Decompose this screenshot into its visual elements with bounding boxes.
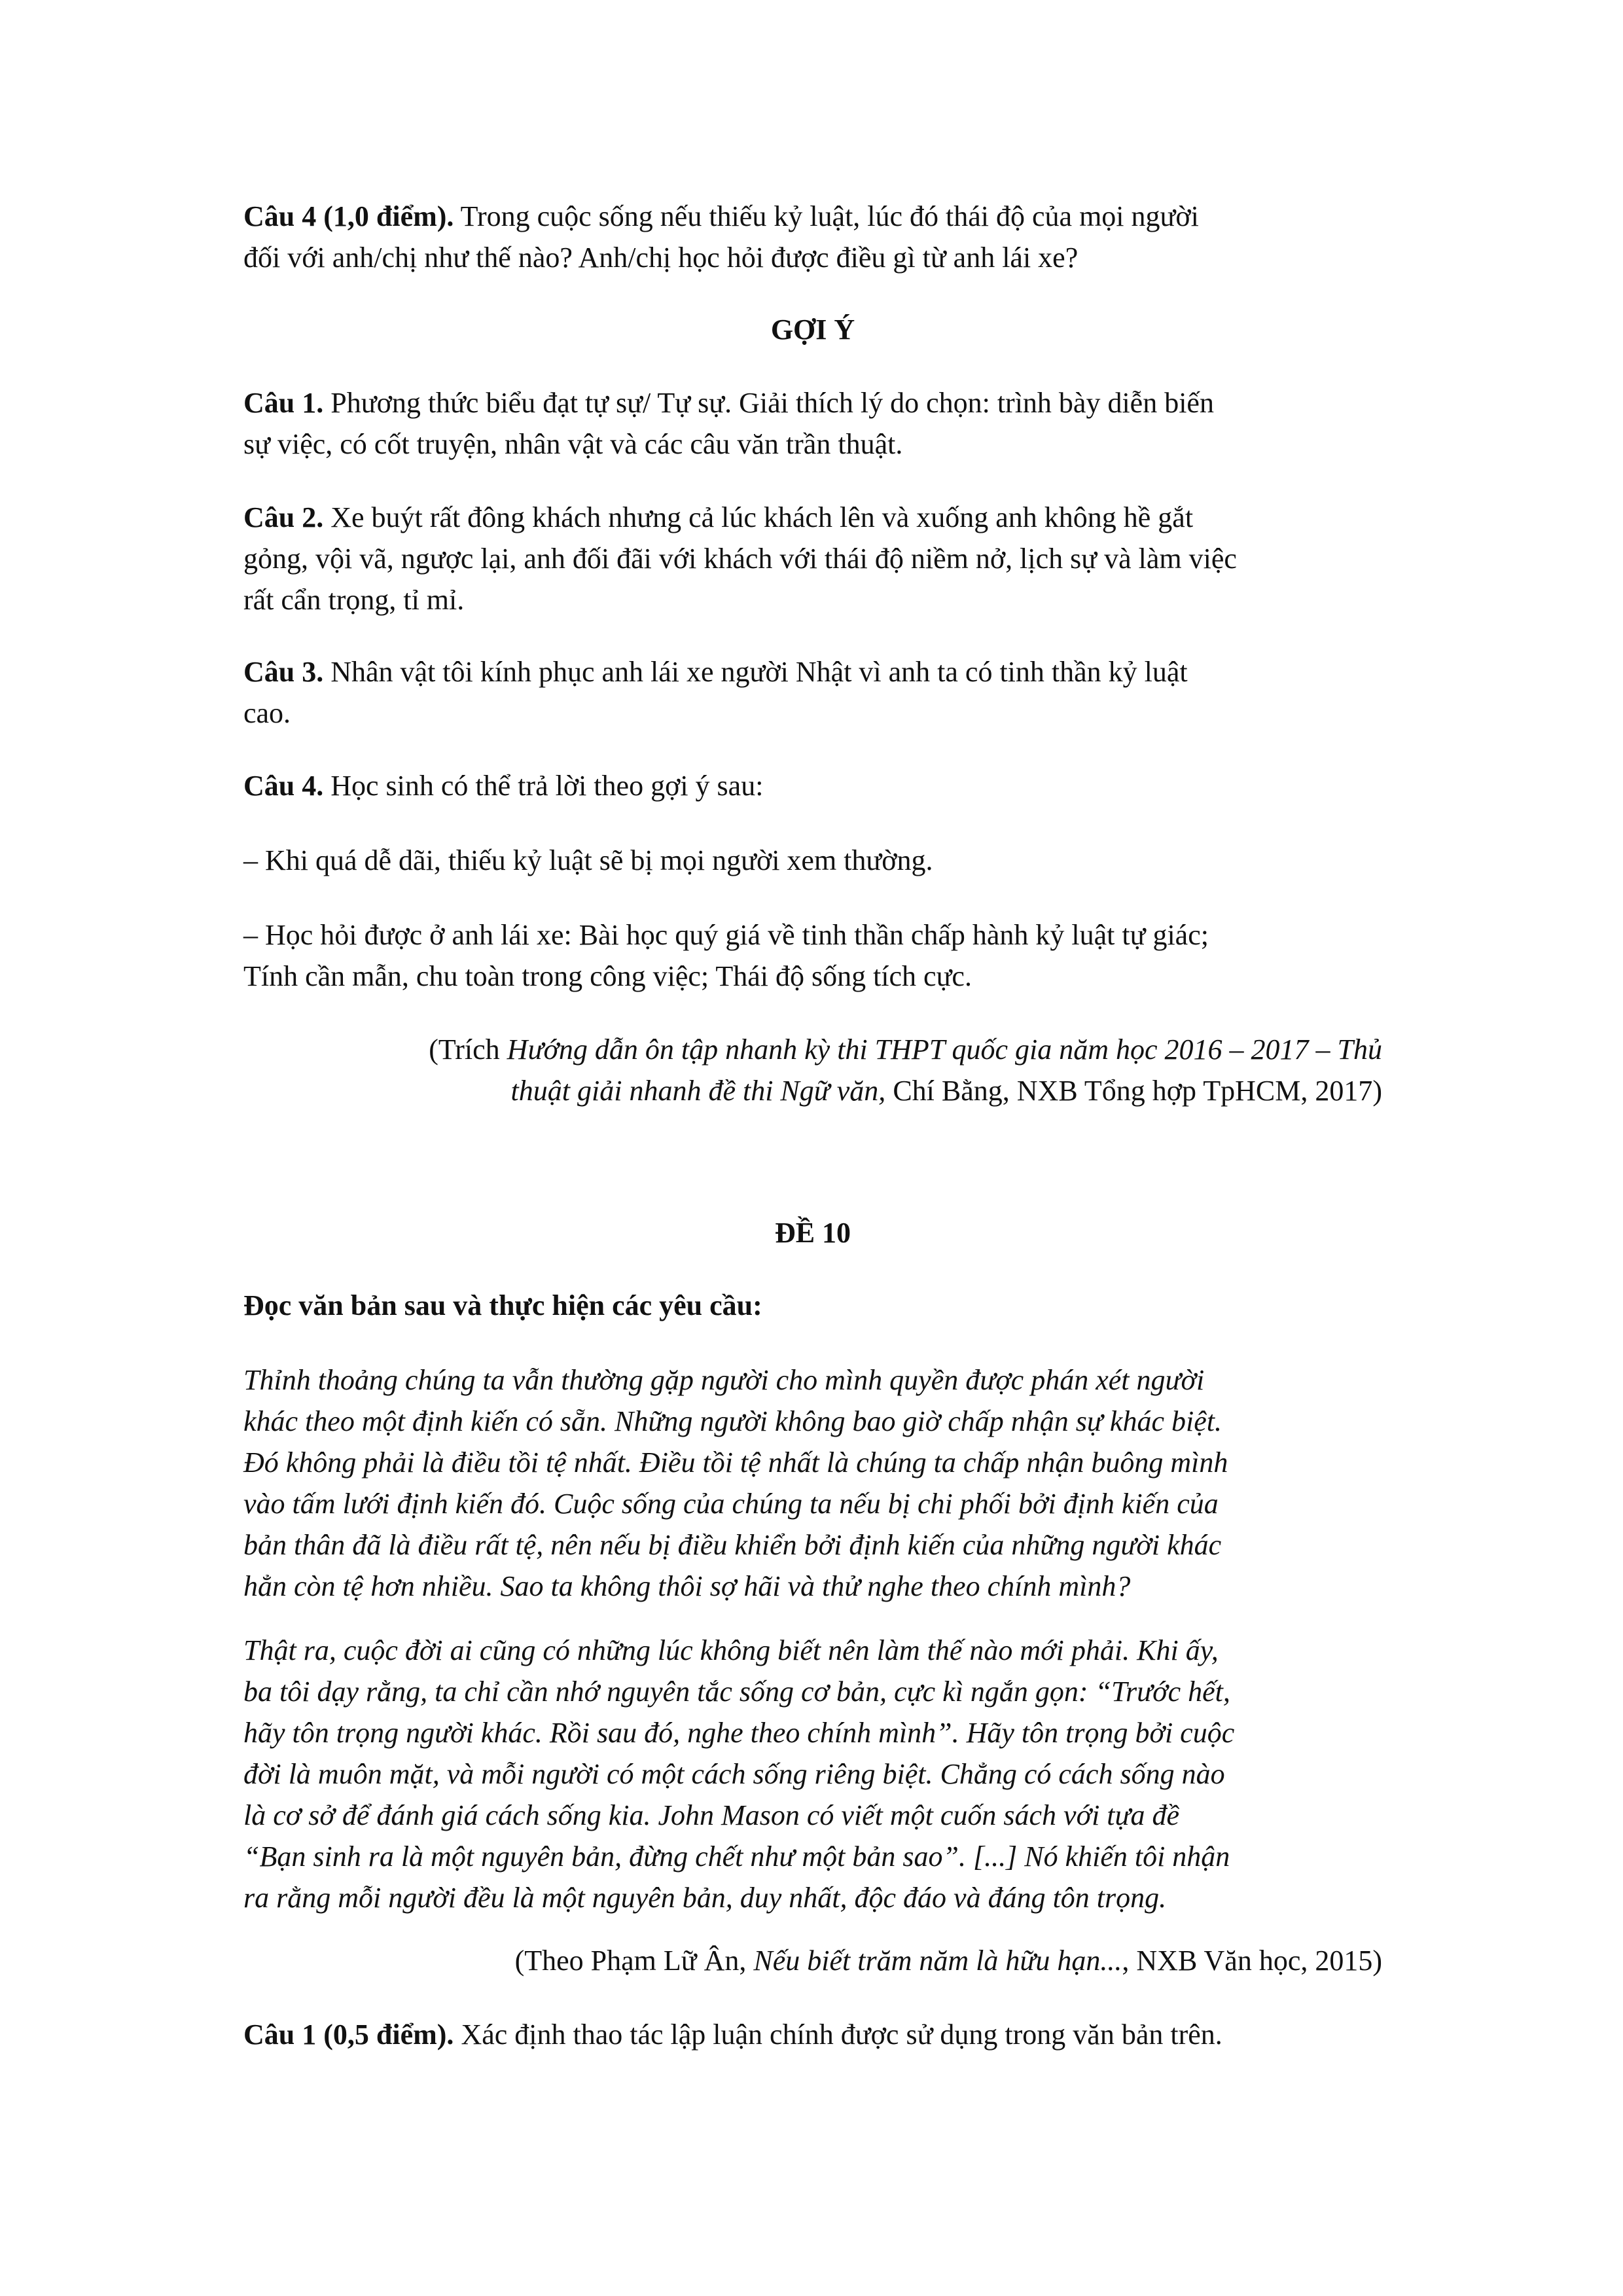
answer-4 xyxy=(243,765,1382,806)
passage-line: Thỉnh thoảng chúng ta vẫn thường gặp người cho mình quyền được phán xét người xyxy=(243,1364,1205,1396)
hint-heading: GỢI Ý xyxy=(770,314,855,346)
question-text: đối với anh/chị như thế nào? Anh/chị học hỏi được điều gì từ anh lái xe? xyxy=(243,242,1079,274)
citation-suffix: Chí Bằng, NXB Tổng hợp TpHCM, 2017) xyxy=(885,1075,1382,1107)
question-text: Trong cuộc sống nếu thiếu kỷ luật, lúc đó thái độ của mọi người xyxy=(454,200,1199,232)
source-citation-2 xyxy=(243,1940,1382,1981)
passage-line: Thật ra, cuộc đời ai cũng có những lúc không biết nên làm thế nào mới phải. Khi ấy, xyxy=(243,1634,1219,1666)
passage-line: Đó không phải là điều tồi tệ nhất. Điều tồi tệ nhất là chúng ta chấp nhận buông mình xyxy=(243,1446,1228,1479)
bullet-text: – Học hỏi được ở anh lái xe: Bài học quý giá về tinh thần chấp hành kỷ luật tự giác; xyxy=(243,919,1209,951)
citation-title: Hướng dẫn ôn tập nhanh kỳ thi THPT quốc gia năm học 2016 – 2017 – Thủ xyxy=(507,1033,1382,1066)
bullet-text: – Khi quá dễ dãi, thiếu kỷ luật sẽ bị mọi người xem thường. xyxy=(243,844,933,876)
passage-line: đời là muôn mặt, và mỗi người có một cách sống riêng biệt. Chẳng có cách sống nào xyxy=(243,1758,1225,1790)
answer-text: rất cẩn trọng, tỉ mỉ. xyxy=(243,584,465,616)
answer-4-bullet-2 xyxy=(243,914,1382,997)
passage-paragraph-2 xyxy=(243,1630,1382,1918)
answer-text: Xe buýt rất đông khách nhưng cả lúc khách lên và xuống anh không hề gắt xyxy=(323,501,1194,533)
citation-title: Nếu biết trăm năm là hữu hạn... xyxy=(753,1945,1122,1977)
passage-line: là cơ sở để đánh giá cách sống kia. John Mason có viết một cuốn sách với tựa đề xyxy=(243,1799,1180,1831)
question-1-next xyxy=(243,2014,1382,2055)
answer-text: cao. xyxy=(243,697,291,729)
passage-line: ra rằng mỗi người đều là một nguyên bản, duy nhất, độc đáo và đáng tôn trọng. xyxy=(243,1882,1167,1914)
answer-text: Nhân vật tôi kính phục anh lái xe người Nhật vì anh ta có tinh thần kỷ luật xyxy=(323,656,1188,688)
passage-paragraph-1 xyxy=(243,1359,1382,1607)
citation-prefix: (Trích xyxy=(429,1033,507,1066)
answer-text: sự việc, có cốt truyện, nhân vật và các câu văn trần thuật. xyxy=(243,428,903,460)
answer-4-bullet-1 xyxy=(243,840,1382,881)
citation-prefix: (Theo Phạm Lữ Ân, xyxy=(514,1945,754,1977)
passage-line: hãy tôn trọng người khác. Rồi sau đó, nghe theo chính mình”. Hãy tôn trọng bởi cuộc xyxy=(243,1717,1235,1749)
answer-1 xyxy=(243,382,1382,465)
answer-label: Câu 4. xyxy=(243,770,324,802)
answer-text: Phương thức biểu đạt tự sự/ Tự sự. Giải thích lý do chọn: trình bày diễn biến xyxy=(323,387,1214,419)
answer-text: Học sinh có thể trả lời theo gợi ý sau: xyxy=(323,770,764,802)
answer-label: Câu 2. xyxy=(243,501,324,533)
exam-title: ĐỀ 10 xyxy=(774,1217,851,1249)
answer-text: gỏng, vội vã, ngược lại, anh đối đãi với khách với thái độ niềm nở, lịch sự và làm việc xyxy=(243,543,1237,575)
passage-line: “Bạn sinh ra là một nguyên bản, đừng chết như một bản sao”. [...] Nó khiến tôi nhận xyxy=(243,1840,1230,1873)
answer-label: Câu 3. xyxy=(243,656,324,688)
question-text: Xác định thao tác lập luận chính được sử dụng trong văn bản trên. xyxy=(454,2018,1222,2051)
passage-line: bản thân đã là điều rất tệ, nên nếu bị điều khiển bởi định kiến của những người khác xyxy=(243,1529,1222,1561)
passage-line: vào tấm lưới định kiến đó. Cuộc sống của chúng ta nếu bị chi phối bởi định kiến của xyxy=(243,1488,1219,1520)
citation-suffix: , NXB Văn học, 2015) xyxy=(1122,1945,1382,1977)
passage-line: ba tôi dạy rằng, ta chỉ cần nhớ nguyên tắc sống cơ bản, cực kì ngắn gọn: “Trước hết, xyxy=(243,1676,1230,1708)
question-label: Câu 4 (1,0 điểm). xyxy=(243,200,454,232)
citation-title: thuật giải nhanh đề thi Ngữ văn, xyxy=(510,1075,886,1107)
reading-instruction: Đọc văn bản sau và thực hiện các yêu cầu: xyxy=(243,1289,762,1321)
answer-label: Câu 1. xyxy=(243,387,324,419)
answer-2 xyxy=(243,497,1382,620)
question-label: Câu 1 (0,5 điểm). xyxy=(243,2018,454,2051)
source-citation-1 xyxy=(243,1029,1382,1111)
bullet-text: Tính cần mẫn, chu toàn trong công việc; Thái độ sống tích cực. xyxy=(243,960,972,992)
answer-3 xyxy=(243,651,1382,734)
passage-line: khác theo một định kiến có sẵn. Những người không bao giờ chấp nhận sự khác biệt. xyxy=(243,1405,1222,1437)
question-4-previous xyxy=(243,196,1382,278)
passage-line: hẳn còn tệ hơn nhiều. Sao ta không thôi sợ hãi và thử nghe theo chính mình? xyxy=(243,1570,1131,1602)
